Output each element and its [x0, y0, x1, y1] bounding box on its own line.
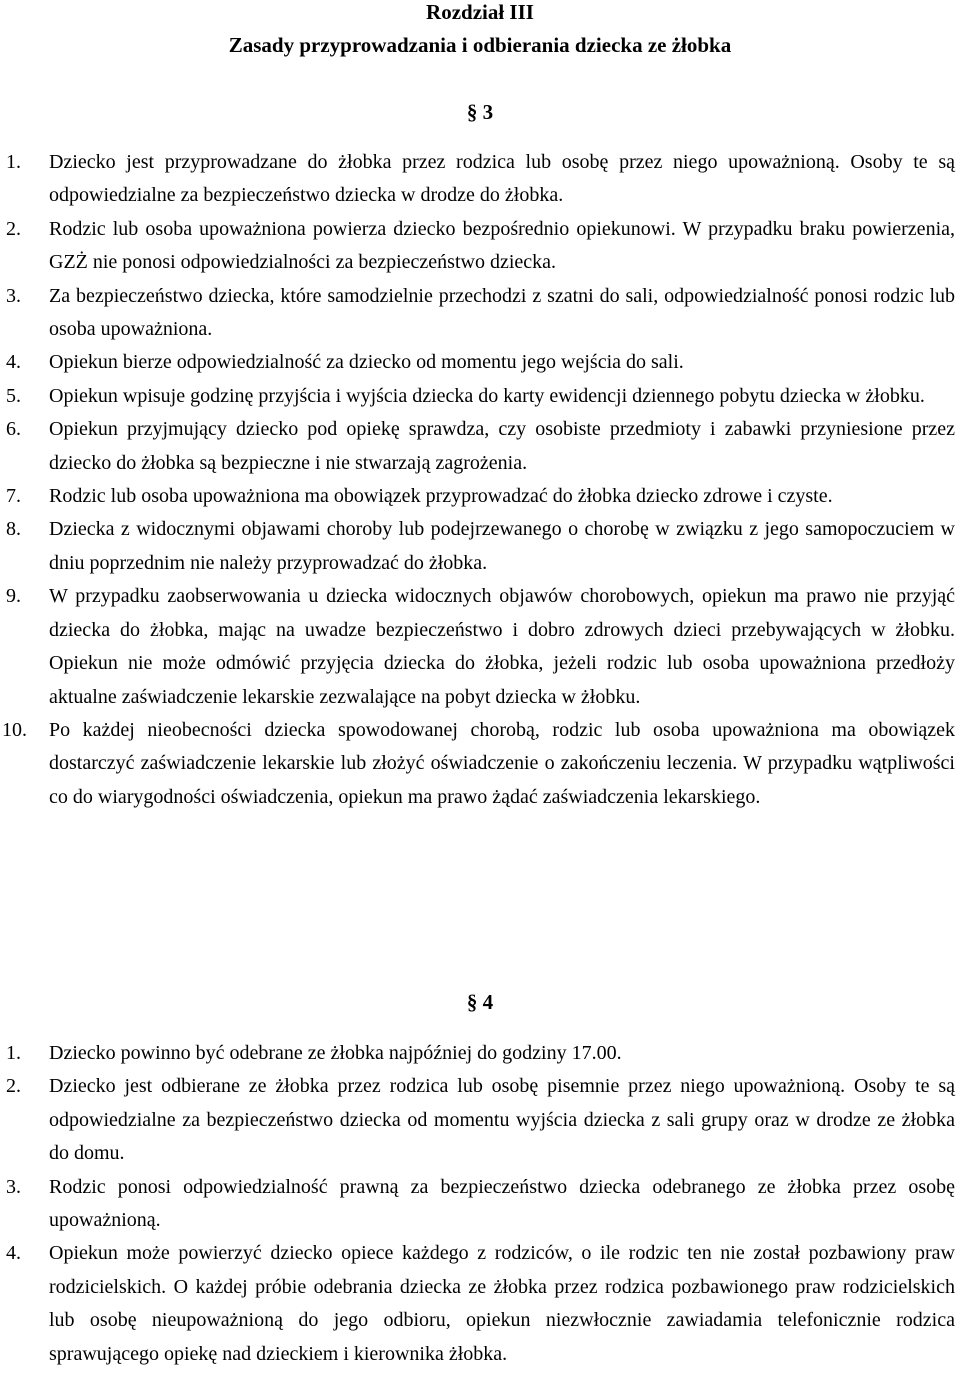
item-number: 7.	[6, 485, 21, 508]
list-item	[0, 213, 955, 280]
chapter-heading: Rozdział III	[426, 0, 534, 24]
item-number: 3.	[6, 284, 21, 307]
item-number: 8.	[6, 518, 21, 541]
item-text: Dziecko powinno być odebrane ze żłobka najpóźniej do godziny 17.00.	[49, 1042, 622, 1064]
section-3-heading: § 3	[466, 100, 494, 124]
list-item	[0, 346, 955, 379]
list-item	[0, 413, 955, 480]
item-number: 1.	[6, 1042, 21, 1064]
chapter-title: Zasady przyprowadzania i odbierania dziecka ze żłobka	[228, 33, 732, 57]
item-text: Dziecka z widocznymi objawami choroby lub podejrzewanego o chorobę w związku z jego samopoczuciem w dniu poprzednim nie należy przyprowadzać do żłobka.	[49, 518, 955, 574]
item-number: 5.	[6, 384, 21, 407]
item-number: 4.	[6, 1242, 21, 1265]
list-item	[0, 280, 955, 347]
item-number: 1.	[6, 151, 21, 173]
item-text: Opiekun przyjmujący dziecko pod opiekę sprawdza, czy osobiste przedmioty i zabawki przyniesione przez dziecko do żłobka są bezpieczne i nie stwarzają zagrożenia.	[49, 418, 955, 474]
item-number: 6.	[6, 418, 21, 441]
list-item	[0, 1171, 955, 1238]
section-4-list	[0, 1037, 955, 1371]
item-text: Za bezpieczeństwo dziecka, które samodzielnie przechodzi z szatni do sali, odpowiedzialność ponosi rodzic lub osoba upoważniona.	[49, 284, 955, 341]
item-number: 4.	[6, 351, 21, 374]
item-text: W przypadku zaobserwowania u dziecka widocznych objawów chorobowych, opiekun ma prawo nie przyjąć dziecka do żłobka, mając na uwadze bezpieczeństwo i dobro zdrowych dzieci przebywających w żłobku. Opiekun nie może odmówić przyjęcia dziecka do żłobka, jeżeli rodzic lub osoba upoważniona przedłoży aktualne zaświadczenie lekarskie zezwalające na pobyt dziecka w żłobku.	[49, 585, 955, 708]
item-text: Rodzic lub osoba upoważniona powierza dziecko bezpośrednio opiekunowi. W przypadku braku powierzenia, GZŻ nie ponosi odpowiedzialności za bezpieczeństwo dziecka.	[49, 217, 955, 274]
item-text: Dziecko jest odbierane ze żłobka przez rodzica lub osobę pisemnie przez niego upoważnioną. Osoby te są odpowiedzialne za bezpieczeństwo dziecka od momentu wyjścia dziecka z sali grupy oraz w drodze ze żłobka do domu.	[49, 1075, 955, 1165]
item-number: 9.	[6, 585, 21, 608]
section-3-list	[0, 146, 955, 814]
list-item	[0, 146, 955, 213]
list-item	[0, 714, 955, 814]
item-number: 3.	[6, 1175, 21, 1198]
list-item	[0, 480, 955, 513]
list-item	[0, 580, 955, 714]
item-text: Rodzic ponosi odpowiedzialność prawną za bezpieczeństwo dziecka odebranego ze żłobka przez osobę upoważnioną.	[49, 1175, 955, 1232]
section-4-heading: § 4	[466, 990, 494, 1014]
item-number: 2.	[6, 217, 21, 240]
item-text: Opiekun wpisuje godzinę przyjścia i wyjścia dziecka do karty ewidencji dziennego pobytu dziecka w żłobku.	[49, 384, 925, 407]
list-item	[0, 1237, 955, 1371]
item-text: Po każdej nieobecności dziecka spowodowanej chorobą, rodzic lub osoba upoważniona ma obowiązek dostarczyć zaświadczenie lekarskie lub złożyć oświadczenie o zakończeniu leczenia. W przypadku wątpliwości co do wiarygodności oświadczenia, opiekun ma prawo żądać zaświadczenia lekarskiego.	[49, 718, 955, 808]
item-text: Rodzic lub osoba upoważniona ma obowiązek przyprowadzać do żłobka dziecko zdrowe i czyste.	[49, 485, 833, 508]
item-number: 10.	[2, 718, 27, 741]
item-text: Opiekun bierze odpowiedzialność za dziecko od momentu jego wejścia do sali.	[49, 351, 684, 374]
item-number: 2.	[6, 1075, 21, 1098]
item-text: Opiekun może powierzyć dziecko opiece każdego z rodziców, o ile rodzic ten nie został pozbawiony praw rodzicielskich. O każdej próbie odebrania dziecka ze żłobka przez rodzica pozbawionego praw rodzicielskich lub osobę nieupoważnioną do jego odbioru, opiekun niezwłocznie zawiadamia telefonicznie rodzica sprawującego opiekę nad dzieckiem i kierownika żłobka.	[49, 1242, 955, 1365]
list-item	[0, 380, 955, 413]
list-item	[0, 1037, 955, 1070]
item-text: Dziecko jest przyprowadzane do żłobka przez rodzica lub osobę przez niego upoważnioną. Osoby te są odpowiedzialne za bezpieczeństwo dziecka w drodze do żłobka.	[49, 151, 955, 207]
list-item	[0, 513, 955, 580]
list-item	[0, 1070, 955, 1170]
